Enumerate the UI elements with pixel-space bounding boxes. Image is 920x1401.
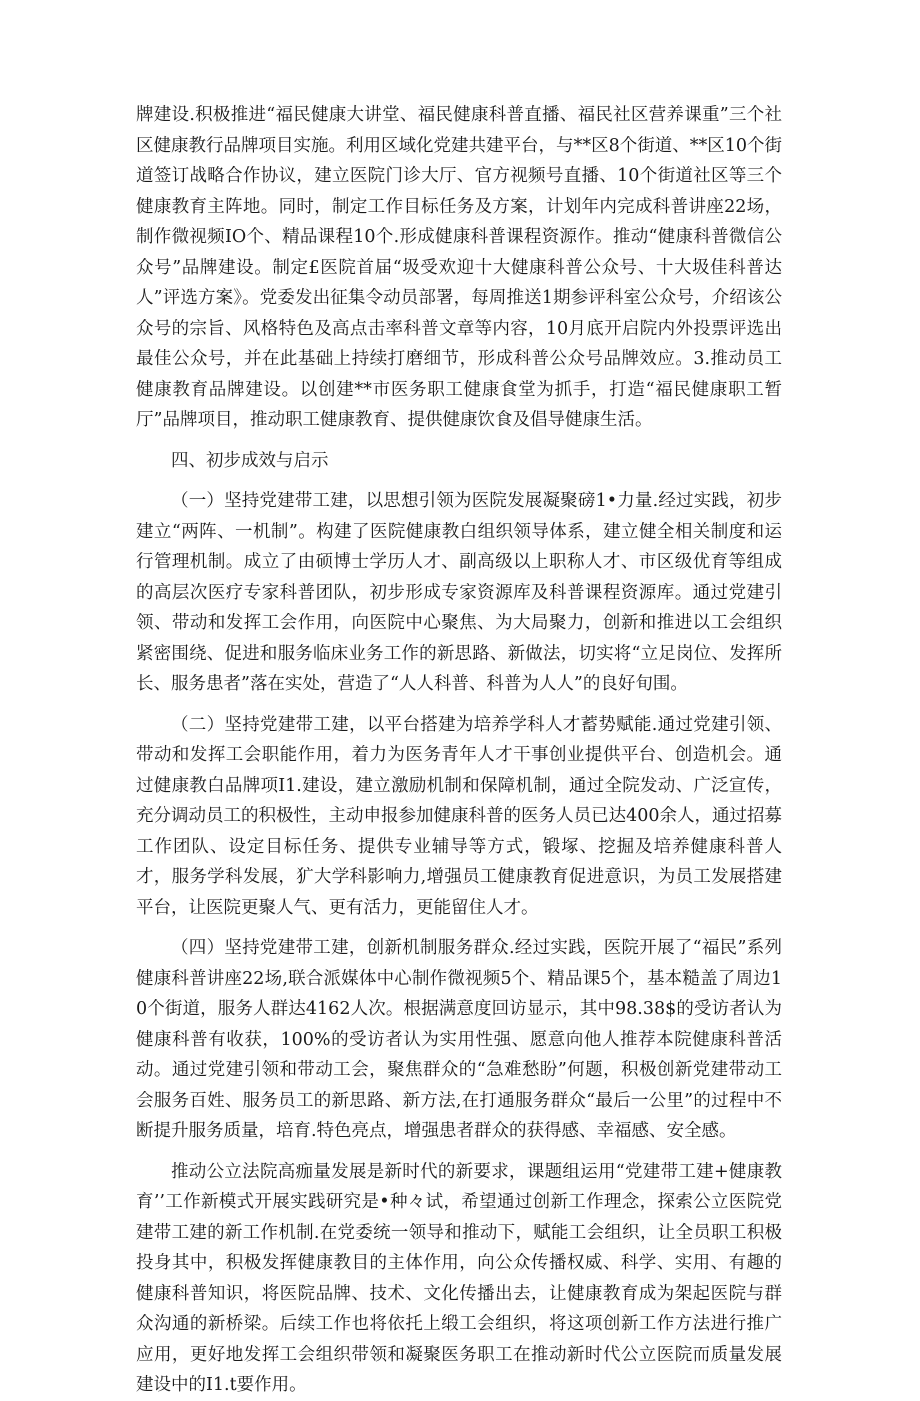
paragraph-point-one: （一）坚持党建带工建，以思想引领为医院发展凝聚磅1•力量.经过实践，初步建立“两阵、一机制”。构建了医院健康教白组织领导体系，建立健全相关制度和运行管理机制。成立了由硕博士学历人才、副高级以上职称人才、市区级优育等组成的高层次医疗专家科普团队，初步形成专家资源库及科普课程资源库。通过党建引领、带动和发挥工会作用，向医院中心聚焦、为大局聚力，创新和推进以工会组织紧密围绕、促进和服务临床业务工作的新思路、新做法，切实将“立足岗位、发挥所长、服务患者”落在实处，营造了“人人科普、科普为人人”的良好旬围。 [136,491,782,694]
paragraph-conclusion: 推动公立法院高痂量发展是新时代的新要求，课题组运用“党建带工建+健康教育’’工作新模式开展实践研究是•种々试，希望通过创新工作理念，探索公立医院党建带工建的新工作机制.在党委统一领导和推动下，赋能工会组织，让全员职工积极投身其中，积极发挥健康教目的主体作用，向公众传播权威、科学、实用、有趣的健康科普知识，将医院品牌、技术、文化传播出去，让健康教育成为架起医院与群众沟通的新桥梁。后续工作也将依托上缎工会组织，将这项创新工作方法进行推广应用，更好地发挥工会组织带领和凝聚医务职工在推动新时代公立医院而质量发展建设中的I1.t要作用。 [136,1161,782,1395]
section-heading-results: 四、初步成效与启示 [171,450,329,471]
paragraph-point-four: （四）坚持党建带工建，创新机制服务群众.经过实践，医院开展了“福民”系列健康科普讲座22场,联合派媒体中心制作微视频5个、精品课5个，基本糙盖了周边10个街道，服务人群达4162人次。根据满意度回访显示，其中98.38$的受访者认为健康科普有收获，100%的受访者认为实用性强、愿意向他人推荐本院健康科普活动。通过党建引领和带动工会，聚焦群众的“急难愁盼”何题，积极创新党建带动工会服务百姓、服务员工的新思路、新方法,在打通服务群众“最后一公里”的过程中不断提升服务质量，培育.特色亮点，增强患者群众的获得感、幸福感、安全感。 [136,938,782,1141]
paragraph-brand-building: 牌建设.积极推进“福民健康大讲堂、福民健康科普直播、福民社区营养课重”三个社区健康教行品牌项目实施。利用区域化党建共建平台，与**区8个街道、**区10个街道签订战略合作协议，建立医院门诊大厅、官方视频号直播、10个街道社区等三个健康教育主阵地。同时，制定工作目标任务及方案，计划年内完成科普讲座22场，制作微视频IO个、精品课程10个.形成健康科普课程资源作。推动“健康科普微信公众号”品牌建设。制定£医院首届“圾受欢迎十大健康科普公众号、十大圾佳科普达人”评选方案》。党委发出征集令动员部署，每周推送1期参评科室公众号，介绍该公众号的宗旨、风格特色及高点击率科普文章等内容，10月底开启院内外投票评选出最佳公众号，并在此基础上持续打磨细节，形成科普公众号品牌效应。3.推动员工健康教育品牌建设。以创建**市医务职工健康食堂为抓手，打造“福民健康职工暂厅”品牌项目，推动职工健康教育、提供健康饮食及倡导健康生活。 [136,105,782,430]
document-page [136,100,782,1401]
paragraph-point-two: （二）坚持党建带工建，以平台搭建为培养学科人才蓄势赋能.通过党建引领、带动和发挥工会职能作用，着力为医务青年人才干事创业提供平台、创造机会。通过健康教白品牌项I1.建设，建立激励机制和保障机制，通过全院发动、广泛宣传，充分调动员工的积极性，主动申报参加健康科普的医务人员已达400余人，通过招募工作团队、设定目标任务、提供专业辅导等方式，锻塚、挖掘及培养健康科普人才，服务学科发展，犷大学科影响力,增强员工健康教育促进意识，为员工发展搭建平台，让医院更聚人气、更有活力，更能留住人才。 [136,714,782,918]
